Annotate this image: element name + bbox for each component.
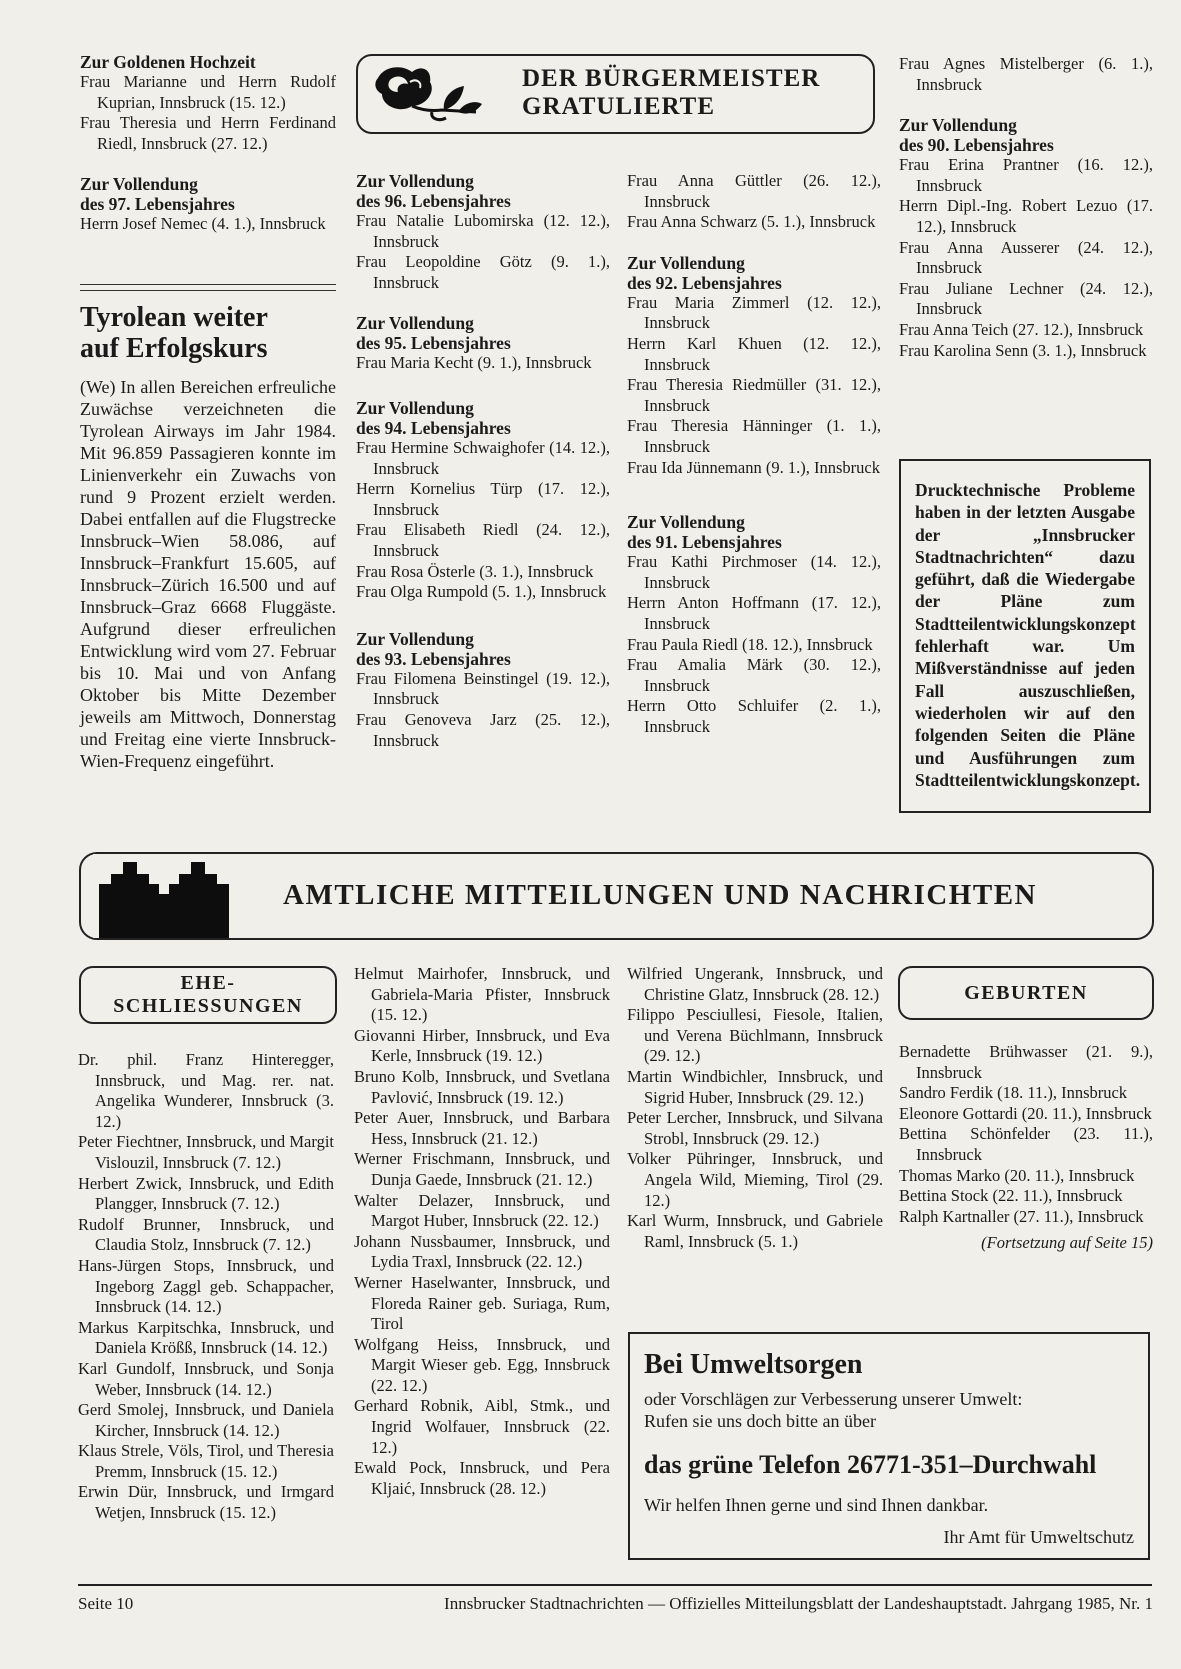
- list-item: Karl Wurm, Innsbruck, und Gabriele Raml, Innsbruck (5. 1.): [627, 1211, 883, 1251]
- list-col3-top: [627, 171, 881, 233]
- heading-93-sub: des 93. Lebensjahres: [356, 648, 511, 669]
- list-93: [356, 669, 610, 751]
- list-item: Martin Windbichler, Innsbruck, und Sigrid Huber, Innsbruck (29. 12.): [627, 1066, 883, 1107]
- list-item: Frau Juliane Lechner (24. 12.), Innsbruck: [899, 278, 1153, 319]
- list-item: Frau Agnes Mistelberger (6. 1.), Innsbruck: [899, 54, 1153, 94]
- list-item: Volker Pühringer, Innsbruck, und Angela Wild, Mieming, Tirol (29. 12.): [627, 1149, 883, 1210]
- list-item: Frau Karolina Senn (3. 1.), Innsbruck: [899, 340, 1147, 360]
- article-tyrolean: [80, 302, 336, 772]
- geburten-col: [899, 1042, 1153, 1254]
- umwelt-title: Bei Umweltsorgen: [644, 1349, 863, 1380]
- heading-94: Zur Vollendung: [356, 397, 474, 418]
- notice-box: Drucktechnische Probleme haben in der letzten Ausgabe der „Innsbrucker Stadtnachrichten“ dazu geführt, daß die Wiedergabe der Pläne zum Stadtteilentwicklungskonzept fehlerhaft war. Um Mißverständnisse auf jeden Fall auszuschließen, wiederholen wir auf den folgenden Seiten die Pläne und Ausführungen zum Stadtteilentwicklungskonzept.: [899, 459, 1151, 813]
- list-item: Hans-Jürgen Stops, Innsbruck, und Ingeborg Zaggl geb. Schappacher, Innsbruck (14. 12.): [78, 1255, 334, 1317]
- list-item: Herbert Zwick, Innsbruck, und Edith Plangger, Innsbruck (7. 12.): [78, 1173, 334, 1214]
- list-item: Frau Amalia Märk (30. 12.), Innsbruck: [627, 655, 881, 695]
- umwelt-line3: Wir helfen Ihnen gerne und sind Ihnen dankbar.: [644, 1495, 989, 1515]
- list-col4-top: [899, 54, 1153, 95]
- geburten-title: GEBURTEN: [964, 982, 1088, 1004]
- list-item: Bruno Kolb, Innsbruck, und Svetlana Pavlović, Innsbruck (19. 12.): [354, 1066, 610, 1107]
- list-item: Karl Gundolf, Innsbruck, und Sonja Weber, Innsbruck (14. 12.): [78, 1358, 334, 1399]
- amtliche-banner: [79, 852, 1154, 940]
- heading-96: Zur Vollendung: [356, 171, 474, 191]
- footer-page: Seite 10: [78, 1594, 134, 1613]
- list-item: Frau Anna Güttler (26. 12.), Innsbruck: [627, 171, 881, 211]
- umwelt-phone: das grüne Telefon 26771-351–Durchwahl: [644, 1450, 1097, 1479]
- list-item: Frau Ida Jünnemann (9. 1.), Innsbruck: [627, 457, 880, 477]
- list-item: Ewald Pock, Innsbruck, und Pera Kljaić, Innsbruck (28. 12.): [354, 1458, 610, 1498]
- list-item: Frau Anna Schwarz (5. 1.), Innsbruck: [627, 212, 876, 232]
- eheschliessungen-list-3: [627, 964, 883, 1252]
- list-item: Herrn Anton Hoffmann (17. 12.), Innsbruck: [627, 593, 881, 633]
- list-item: Bernadette Brühwasser (21. 9.), Innsbruck: [899, 1042, 1153, 1082]
- list-item: Herrn Dipl.-Ing. Robert Lezuo (17. 12.), Innsbruck: [899, 196, 1153, 236]
- list-item: Frau Hermine Schwaighofer (14. 12.), Innsbruck: [356, 437, 610, 478]
- buergermeister-title: [522, 65, 820, 121]
- list-item: Frau Theresia und Herrn Ferdinand Riedl, Innsbruck (27. 12.): [80, 113, 336, 153]
- list-item: Bettina Stock (22. 11.), Innsbruck: [899, 1186, 1123, 1206]
- list-item: Frau Natalie Lubomirska (12. 12.), Innsbruck: [356, 211, 610, 251]
- list-item: Johann Nussbaumer, Innsbruck, und Lydia Traxl, Innsbruck (22. 12.): [354, 1231, 610, 1272]
- column-2: [356, 171, 610, 751]
- list-item: Wolfgang Heiss, Innsbruck, und Margit Wieser geb. Egg, Innsbruck (22. 12.): [354, 1334, 610, 1395]
- divider-rule: [80, 284, 336, 291]
- list-item: Frau Kathi Pirchmoser (14. 12.), Innsbruck: [627, 552, 881, 592]
- eheschliessungen-col1: [78, 1050, 334, 1524]
- list-91: [627, 552, 881, 737]
- buergermeister-header: [356, 54, 875, 134]
- list-item: Frau Maria Kecht (9. 1.), Innsbruck: [356, 353, 592, 373]
- list-item: Werner Haselwanter, Innsbruck, und Floreda Rainer geb. Suriaga, Rum, Tirol: [354, 1272, 610, 1334]
- list-item: Sandro Ferdik (18. 11.), Innsbruck: [899, 1083, 1128, 1103]
- list-item: Frau Filomena Beinstingel (19. 12.), Innsbruck: [356, 668, 610, 709]
- article-title-line1: Tyrolean weiter: [80, 302, 268, 333]
- heading-95-sub: des 95. Lebensjahres: [356, 333, 511, 354]
- list-item: Peter Lercher, Innsbruck, und Silvana Strobl, Innsbruck (29. 12.): [627, 1108, 883, 1148]
- list-97: [80, 214, 336, 235]
- heading-94-sub: des 94. Lebensjahres: [356, 417, 511, 438]
- heading-92-sub: des 92. Lebensjahres: [627, 272, 782, 293]
- list-item: Gerd Smolej, Innsbruck, und Daniela Kircher, Innsbruck (14. 12.): [78, 1400, 334, 1440]
- column-4: [899, 54, 1153, 361]
- eheschliessungen-col3: [627, 964, 883, 1252]
- heading-95: Zur Vollendung: [356, 313, 474, 334]
- list-item: Frau Maria Zimmerl (12. 12.), Innsbruck: [627, 292, 881, 333]
- list-item: Frau Theresia Hänninger (1. 1.), Innsbruck: [627, 416, 881, 456]
- rose-icon: [372, 62, 484, 124]
- list-90: [899, 155, 1153, 361]
- list-item: Walter Delazer, Innsbruck, und Margot Huber, Innsbruck (22. 12.): [354, 1190, 610, 1231]
- continued-note: (Fortsetzung auf Seite 15): [981, 1233, 1153, 1253]
- list-92: [627, 293, 881, 478]
- list-item: Frau Rosa Österle (3. 1.), Innsbruck: [356, 561, 594, 581]
- list-item: Peter Fiechtner, Innsbruck, und Margit Vislouzil, Innsbruck (7. 12.): [78, 1132, 334, 1172]
- eheschliessungen-header: [79, 966, 337, 1024]
- geburten-list: [899, 1042, 1153, 1227]
- list-96: [356, 211, 610, 293]
- list-item: Ralph Kartnaller (27. 11.), Innsbruck: [899, 1206, 1144, 1226]
- heading-96-sub: des 96. Lebensjahres: [356, 191, 511, 211]
- list-item: Eleonore Gottardi (20. 11.), Innsbruck: [899, 1103, 1152, 1123]
- list-item: Frau Genoveva Jarz (25. 12.), Innsbruck: [356, 709, 610, 750]
- footer-rule: [78, 1584, 1152, 1586]
- eheschliessungen-list-2: [354, 964, 610, 1499]
- heading-91: Zur Vollendung: [627, 512, 745, 533]
- list-item: Frau Anna Ausserer (24. 12.), Innsbruck: [899, 237, 1153, 278]
- column-3: [627, 171, 881, 737]
- list-item: Giovanni Hirber, Innsbruck, und Eva Kerle, Innsbruck (19. 12.): [354, 1025, 610, 1066]
- umwelt-box: [628, 1332, 1150, 1560]
- list-item: Frau Anna Teich (27. 12.), Innsbruck: [899, 319, 1144, 339]
- list-item: Frau Paula Riedl (18. 12.), Innsbruck: [627, 634, 873, 654]
- list-item: Erwin Dür, Innsbruck, und Irmgard Wetjen, Innsbruck (15. 12.): [78, 1482, 334, 1523]
- list-item: Herrn Kornelius Türp (17. 12.), Innsbruck: [356, 479, 610, 519]
- heading-goldene-hochzeit: Zur Goldenen Hochzeit: [80, 52, 256, 72]
- umwelt-line1: oder Vorschlägen zur Verbesserung unserer Umwelt:: [644, 1389, 1023, 1409]
- heading-90: Zur Vollendung: [899, 115, 1017, 136]
- buergermeister-title-line1: DER BÜRGERMEISTER: [522, 65, 821, 92]
- list-94: [356, 438, 610, 603]
- list-item: Frau Marianne und Herrn Rudolf Kuprian, Innsbruck (15. 12.): [80, 72, 336, 112]
- list-item: Frau Elisabeth Riedl (24. 12.), Innsbruck: [356, 520, 610, 560]
- article-title: [80, 302, 336, 364]
- list-item: Herrn Otto Schluifer (2. 1.), Innsbruck: [627, 696, 881, 736]
- heading-97-sub: des 97. Lebensjahres: [80, 194, 235, 215]
- article-title-line2: auf Erfolgskurs: [80, 333, 268, 364]
- list-item: Filippo Pesciullesi, Fiesole, Italien, und Verena Büchlmann, Innsbruck (29. 12.): [627, 1005, 883, 1066]
- list-item: Werner Frischmann, Innsbruck, und Dunja Gaede, Innsbruck (21. 12.): [354, 1149, 610, 1189]
- umwelt-line2: Rufen sie uns doch bitte an über: [644, 1411, 876, 1431]
- list-item: Gerhard Robnik, Aibl, Stmk., und Ingrid Wolfauer, Innsbruck (22. 12.): [354, 1396, 610, 1457]
- list-goldene-hochzeit: [80, 72, 336, 154]
- list-item: Bettina Schönfelder (23. 11.), Innsbruck: [899, 1124, 1153, 1164]
- umwelt-signature: Ihr Amt für Umweltschutz: [943, 1527, 1134, 1547]
- list-95: [356, 353, 610, 374]
- heading-91-sub: des 91. Lebensjahres: [627, 532, 782, 553]
- list-item: Markus Karpitschka, Innsbruck, und Daniela Krößß, Innsbruck (14. 12.): [78, 1317, 334, 1358]
- list-item: Frau Theresia Riedmüller (31. 12.), Innsbruck: [627, 375, 881, 415]
- list-item: Frau Leopoldine Götz (9. 1.), Innsbruck: [356, 252, 610, 292]
- list-item: Thomas Marko (20. 11.), Innsbruck: [899, 1165, 1135, 1185]
- amtliche-title: AMTLICHE MITTEILUNGEN UND NACHRICHTEN: [283, 879, 1037, 911]
- list-item: Helmut Mairhofer, Innsbruck, und Gabriela-Maria Pfister, Innsbruck (15. 12.): [354, 964, 610, 1025]
- list-item: Frau Erina Prantner (16. 12.), Innsbruck: [899, 155, 1153, 195]
- list-item: Dr. phil. Franz Hinteregger, Innsbruck, und Mag. rer. nat. Angelika Wunderer, Innsbruck (3. 12.): [78, 1050, 334, 1131]
- heading-90-sub: des 90. Lebensjahres: [899, 135, 1054, 156]
- geburten-header: [898, 966, 1154, 1020]
- heading-92: Zur Vollendung: [627, 252, 745, 273]
- eheschliessungen-title-line2: SCHLIESSUNGEN: [113, 995, 303, 1017]
- city-skyline-icon: [93, 854, 239, 938]
- list-item: Frau Olga Rumpold (5. 1.), Innsbruck: [356, 582, 607, 602]
- list-item: Klaus Strele, Völs, Tirol, und Theresia Premm, Innsbruck (15. 12.): [78, 1441, 334, 1481]
- eheschliessungen-title-line1: EHE-: [180, 972, 236, 994]
- article-body: (We) In allen Bereichen erfreuliche Zuwächse verzeichneten die Tyrolean Airways im Jahr 1984. Mit 96.859 Passagieren konnte im Linienverkehr ein Zuwachs von rund 9 Prozent erzielt werden. Dabei entfallen auf die Flugstrecke Innsbruck–Wien 58.086, auf Innsbruck–Frankfurt 15.605, auf Innsbruck–Zürich 16.500 und auf Innsbruck–Graz 6668 Fluggäste. Aufgrund dieser erfreulichen Entwicklung wird vom 27. Februar bis 10. Mai und von Anfang Oktober bis Mitte Dezember jeweils am Mittwoch, Donnerstag und Freitag eine vierte Innsbruck-Wien-Frequenz eingeführt.: [80, 377, 336, 771]
- list-item: Herrn Karl Khuen (12. 12.), Innsbruck: [627, 333, 881, 374]
- eheschliessungen-list-1: [78, 1050, 334, 1524]
- list-item: Peter Auer, Innsbruck, und Barbara Hess, Innsbruck (21. 12.): [354, 1108, 610, 1148]
- footer-publication: Innsbrucker Stadtnachrichten — Offizielles Mitteilungsblatt der Landeshauptstadt. Jahrgang 1985, Nr. 1: [444, 1594, 1153, 1613]
- buergermeister-title-line2: GRATULIERTE: [522, 93, 716, 120]
- list-item: Rudolf Brunner, Innsbruck, und Claudia Stolz, Innsbruck (7. 12.): [78, 1214, 334, 1255]
- list-item: Herrn Josef Nemec (4. 1.), Innsbruck: [80, 214, 326, 234]
- heading-93: Zur Vollendung: [356, 628, 474, 649]
- column-1: [80, 52, 336, 235]
- eheschliessungen-col2: [354, 964, 610, 1499]
- heading-97: Zur Vollendung: [80, 174, 198, 195]
- list-item: Wilfried Ungerank, Innsbruck, und Christine Glatz, Innsbruck (28. 12.): [627, 964, 883, 1004]
